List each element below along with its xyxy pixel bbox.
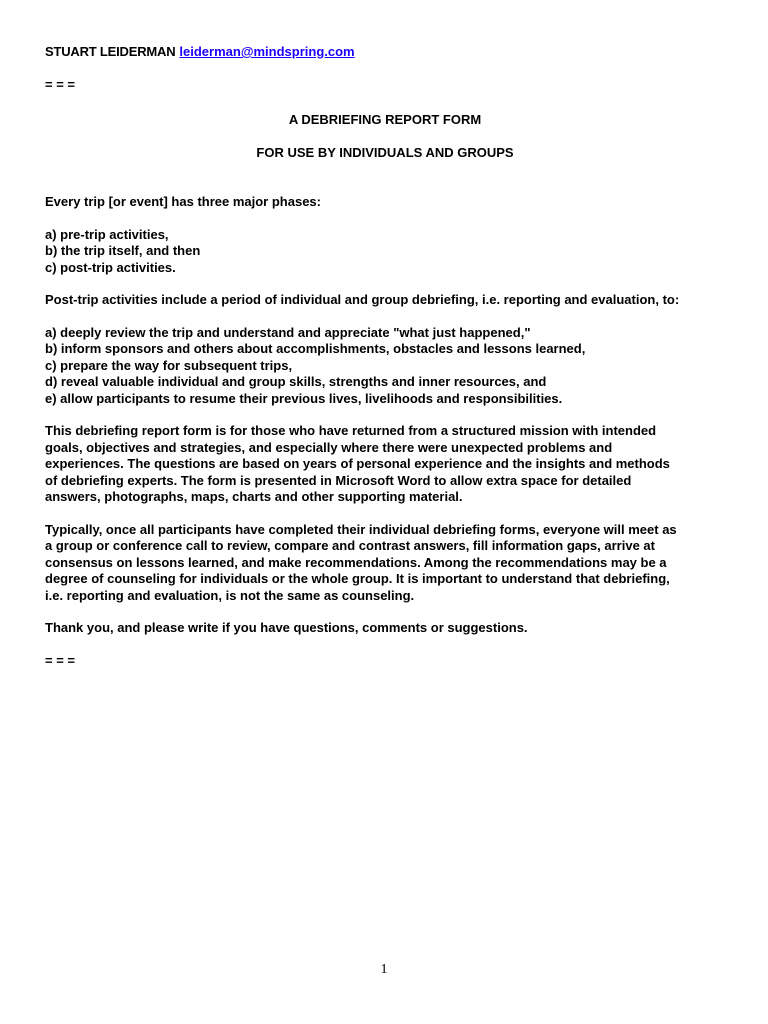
paragraph-line: degree of counseling for individuals or the whole group. It is important to understand that debriefing, xyxy=(45,571,670,586)
form-description-paragraph xyxy=(45,423,725,506)
phases-list xyxy=(45,227,725,277)
list-item: a) deeply review the trip and understand and appreciate "what just happened," xyxy=(45,324,531,340)
separator-bottom: = = = xyxy=(45,652,75,668)
process-paragraph xyxy=(45,522,725,605)
list-item: b) the trip itself, and then xyxy=(45,243,201,258)
paragraph-line: This debriefing report form is for those who have returned from a structured mission with intended xyxy=(45,423,657,438)
paragraph-line: experiences. The questions are based on years of personal experience and the insights and methods xyxy=(45,456,670,471)
paragraph-line: of debriefing experts. The form is presented in Microsoft Word to allow extra space for detailed xyxy=(45,472,632,488)
paragraph-line: Typically, once all participants have completed their individual debriefing forms, everyone will meet as xyxy=(45,521,677,537)
thanks-line: Thank you, and please write if you have questions, comments or suggestions. xyxy=(45,620,528,635)
list-item: c) prepare the way for subsequent trips, xyxy=(45,357,293,373)
list-item: e) allow participants to resume their previous lives, livelihoods and responsibilities. xyxy=(45,390,563,406)
intro-sentence: Every trip [or event] has three major phases: xyxy=(45,194,321,209)
author-name: STUART LEIDERMAN xyxy=(45,44,176,59)
paragraph-line: goals, objectives and strategies, and especially where there were unexpected problems and xyxy=(45,439,613,455)
list-item: b) inform sponsors and others about accomplishments, obstacles and lessons learned, xyxy=(45,341,586,356)
document-title: A DEBRIEFING REPORT FORM xyxy=(288,112,482,127)
purposes-list xyxy=(45,325,725,408)
paragraph-line: i.e. reporting and evaluation, is not the same as counseling. xyxy=(45,587,415,603)
page-number: 1 xyxy=(380,962,388,977)
separator-top: = = = xyxy=(45,76,75,92)
document-subtitle: FOR USE BY INDIVIDUALS AND GROUPS xyxy=(256,144,514,160)
list-item: a) pre-trip activities, xyxy=(45,226,169,242)
post-trip-intro: Post-trip activities include a period of individual and group debriefing, i.e. reporting and evaluation, to: xyxy=(45,292,680,307)
list-item: c) post-trip activities. xyxy=(45,259,176,275)
paragraph-line: answers, photographs, maps, charts and other supporting material. xyxy=(45,489,463,504)
document-body xyxy=(45,44,725,669)
paragraph-line: a group or conference call to review, compare and contrast answers, fill information gaps, arrive at xyxy=(45,538,655,553)
author-email-link[interactable]: leiderman@mindspring.com xyxy=(179,44,355,59)
paragraph-line: consensus on lessons learned, and make recommendations. Among the recommendations may be a xyxy=(45,554,667,570)
author-line xyxy=(45,44,725,61)
list-item: d) reveal valuable individual and group skills, strengths and inner resources, and xyxy=(45,374,547,389)
